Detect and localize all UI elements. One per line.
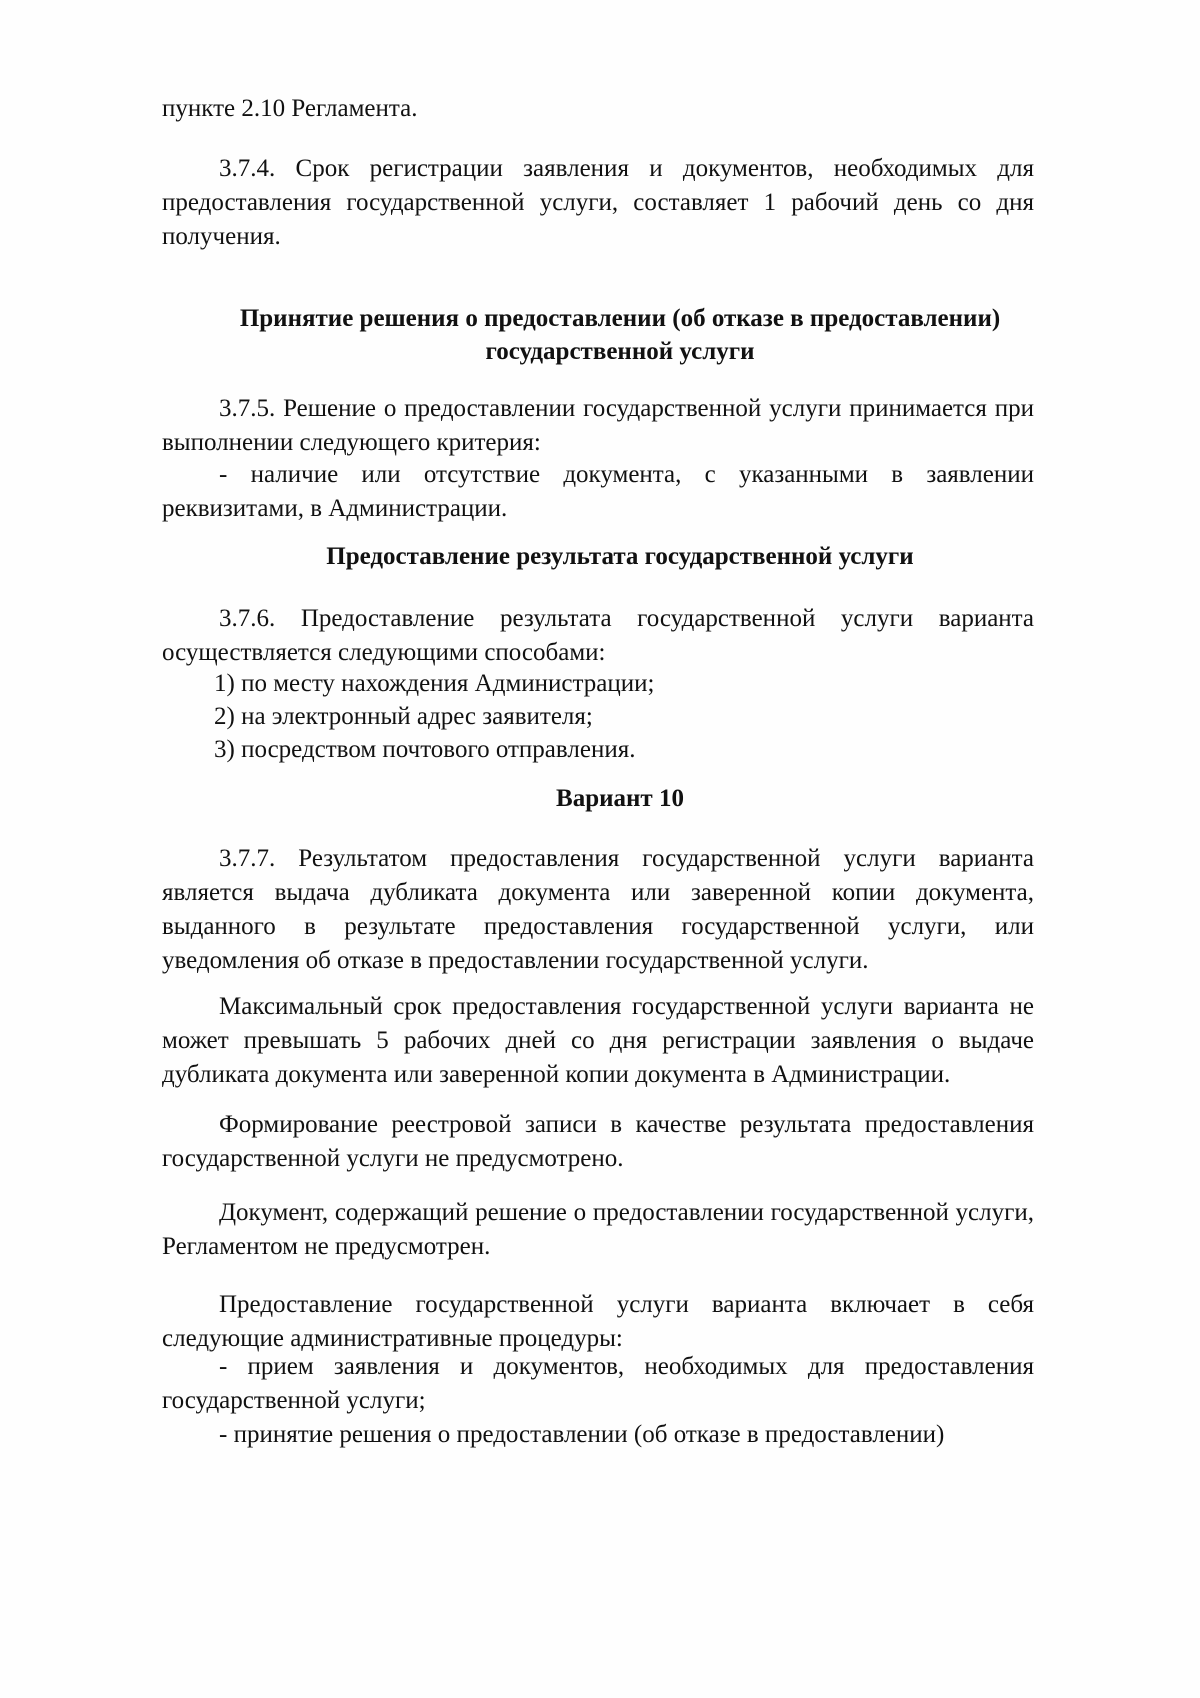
- paragraph-3-7-6: 3.7.6. Предоставление результата государственной услуги варианта осуществляется следующими способами:: [162, 605, 1034, 666]
- heading-decision: Принятие решения о предоставлении (об отказе в предоставлении) государственной услуги: [239, 305, 1001, 365]
- paragraph-3-7-4: 3.7.4. Срок регистрации заявления и документов, необходимых для предоставления государственной услуги, составляет 1 рабочий день со дня получения.: [162, 155, 1034, 250]
- procedure-item-1: - прием заявления и документов, необходимых для предоставления государственной услуги;: [162, 1353, 1034, 1414]
- heading-variant: Вариант 10: [556, 785, 684, 812]
- list-item-1: 1) по месту нахождения Администрации;: [214, 670, 655, 697]
- paragraph-intro: пункте 2.10 Регламента.: [162, 95, 418, 122]
- paragraph-procedures: Предоставление государственной услуги варианта включает в себя следующие административные процедуры:: [162, 1291, 1034, 1352]
- paragraph-document: Документ, содержащий решение о предоставлении государственной услуги, Регламентом не предусмотрен.: [162, 1199, 1034, 1260]
- list-item-3: 3) посредством почтового отправления.: [214, 736, 636, 763]
- list-item-2: 2) на электронный адрес заявителя;: [214, 703, 593, 730]
- heading-result: Предоставление результата государственной услуги: [326, 543, 914, 570]
- paragraph-max-term: Максимальный срок предоставления государственной услуги варианта не может превышать 5 рабочих дней со дня регистрации заявления о выдаче дубликата документа или заверенной копии документа в Администрации.: [162, 993, 1034, 1088]
- paragraph-registry: Формирование реестровой записи в качестве результата предоставления государственной услуги не предусмотрено.: [162, 1111, 1034, 1172]
- paragraph-3-7-5: 3.7.5. Решение о предоставлении государственной услуги принимается при выполнении следующего критерия:: [162, 395, 1034, 456]
- paragraph-3-7-5-bullet: - наличие или отсутствие документа, с указанными в заявлении реквизитами, в Администрации.: [162, 461, 1034, 522]
- paragraph-3-7-7: 3.7.7. Результатом предоставления государственной услуги варианта является выдача дубликата документа или заверенной копии документа, выданного в результате предоставления государственной услуги, или уведомления об отказе в предоставлении государственной услуги.: [162, 845, 1034, 974]
- procedure-item-2: - принятие решения о предоставлении (об отказе в предоставлении): [219, 1421, 945, 1448]
